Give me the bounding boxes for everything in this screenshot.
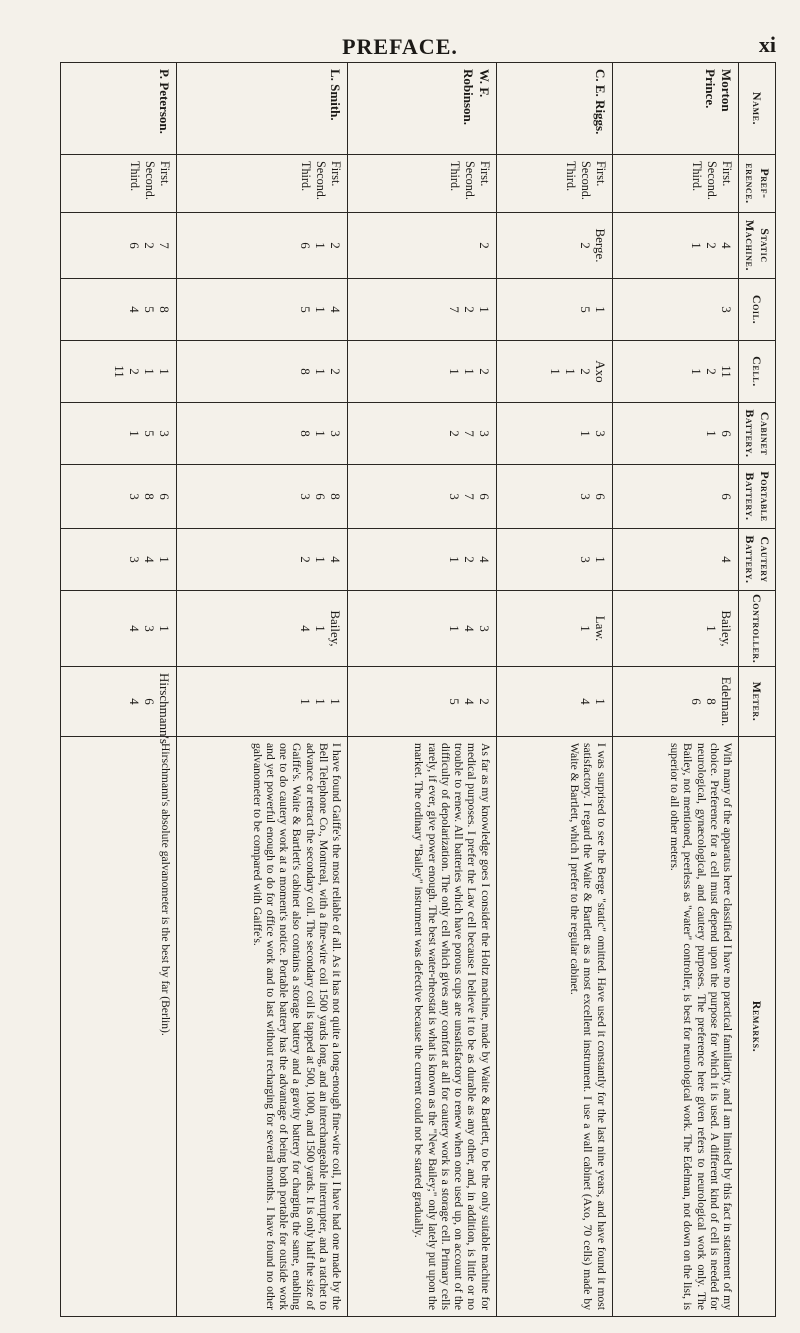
cautery-battery-cell [347, 529, 496, 591]
cabinet-battery-value: 3 [327, 430, 343, 437]
cabinet-battery-value: 1 [312, 430, 328, 437]
controller-value: Bailey, [327, 610, 343, 647]
controller-value: 1 [577, 625, 593, 632]
table-row [347, 63, 496, 1317]
column-header: Cautery Battery. [739, 529, 776, 591]
respondent-name: W. F. Robinson. [347, 63, 496, 155]
static-machine-value: 2 [142, 242, 158, 249]
cabinet-battery-cell [61, 403, 177, 465]
meter-value: 1 [592, 698, 608, 705]
portable-battery-value: 3 [446, 493, 462, 500]
static-machine-cell [612, 213, 738, 279]
coil-cell [177, 279, 348, 341]
portable-battery-value: 8 [327, 493, 343, 500]
cell-value: 1 [461, 368, 477, 375]
portable-battery-value: 7 [461, 493, 477, 500]
portable-battery-value: 6 [592, 493, 608, 500]
coil-value: 1 [476, 306, 492, 313]
cell-value: Axo [592, 360, 608, 383]
preference-value: First. [720, 161, 734, 187]
controller-cell [61, 591, 177, 667]
cautery-battery-cell [496, 529, 612, 591]
static-machine-value: 2 [327, 242, 343, 249]
meter-value: 2 [476, 698, 492, 705]
cell-value: 11 [719, 365, 734, 378]
preference-value: Third. [128, 161, 143, 192]
remarks-text: I was surprised to see the Berge "static" omitted. Have used it constantly for the last nine years, and have found it most satisfactory. I regard the Waite & Bartlett as a most excellent instrument. I use a wall cabinet (Axo, 70 cells) made by Waite & Bartlett, which I prefer to the regular cabinet. [496, 737, 612, 1317]
cabinet-battery-value: 1 [704, 430, 719, 437]
portable-battery-value: 3 [577, 493, 593, 500]
meter-value: 5 [446, 698, 462, 705]
portable-battery-value: 6 [312, 493, 328, 500]
preference-value: First. [328, 161, 343, 187]
cautery-battery-cell [177, 529, 348, 591]
cabinet-battery-value: 3 [592, 430, 608, 437]
preference-value: Third. [563, 161, 578, 192]
cautery-battery-value: 4 [327, 556, 343, 563]
cautery-battery-value: 4 [476, 556, 492, 563]
respondent-name: P. Peterson. [61, 63, 177, 155]
coil-value: 2 [461, 306, 477, 313]
column-header: Cabinet Battery. [739, 403, 776, 465]
meter-value: Hirschmann's [157, 673, 173, 744]
static-machine-value: Berge. [592, 228, 608, 263]
cabinet-battery-value: 8 [297, 430, 313, 437]
controller-cell [496, 591, 612, 667]
preference-cell [61, 155, 177, 213]
controller-cell [612, 591, 738, 667]
page-title: PREFACE. [342, 34, 458, 59]
coil-value: 7 [446, 306, 462, 313]
cautery-battery-value: 1 [312, 556, 328, 563]
coil-value: 5 [142, 306, 158, 313]
coil-value: 4 [127, 306, 143, 313]
portable-battery-value: 8 [142, 493, 158, 500]
meter-cell [612, 667, 738, 737]
apparatus-preference-table [60, 62, 776, 1317]
table-row [496, 63, 612, 1317]
column-header: Coil. [739, 279, 776, 341]
coil-value: 8 [157, 306, 173, 313]
column-header: Static Machine. [739, 213, 776, 279]
respondent-name: C. E. Riggs. [496, 63, 612, 155]
cell-cell [496, 341, 612, 403]
coil-cell [347, 279, 496, 341]
preference-value: Third. [447, 161, 462, 192]
controller-value: 1 [157, 625, 173, 632]
cell-value: 2 [704, 368, 719, 375]
preference-value: Third. [690, 161, 704, 192]
meter-value: 1 [327, 698, 343, 705]
preference-cell [347, 155, 496, 213]
preference-cell [496, 155, 612, 213]
static-machine-cell [61, 213, 177, 279]
coil-value: 5 [297, 306, 313, 313]
static-machine-value: 2 [577, 242, 593, 249]
cell-value: 1 [142, 368, 158, 375]
cell-value: 1 [689, 368, 704, 375]
portable-battery-value: 6 [719, 493, 734, 500]
coil-value: 5 [577, 306, 593, 313]
table-body [61, 63, 739, 1317]
portable-battery-cell [61, 465, 177, 529]
meter-value: 4 [461, 698, 477, 705]
cabinet-battery-value: 1 [577, 430, 593, 437]
cell-cell [612, 341, 738, 403]
coil-value: 4 [327, 306, 343, 313]
column-header: Portable Battery. [739, 465, 776, 529]
controller-value: Law. [592, 615, 608, 642]
cautery-battery-value: 1 [592, 556, 608, 563]
preference-value: Second. [578, 161, 593, 200]
cell-value: 11 [112, 365, 128, 378]
coil-value: 1 [312, 306, 328, 313]
portable-battery-cell [612, 465, 738, 529]
cabinet-battery-value: 1 [127, 430, 143, 437]
cautery-battery-cell [61, 529, 177, 591]
respondent-name: Morton Prince. [612, 63, 738, 155]
column-header: Meter. [739, 667, 776, 737]
meter-value: 1 [312, 698, 328, 705]
cabinet-battery-cell [612, 403, 738, 465]
meter-cell [496, 667, 612, 737]
controller-value: 3 [142, 625, 158, 632]
cautery-battery-value: 4 [719, 556, 734, 563]
respondent-name: L. Smith. [177, 63, 348, 155]
preference-cell [177, 155, 348, 213]
controller-cell [177, 591, 348, 667]
controller-value: 1 [704, 625, 719, 632]
meter-cell [347, 667, 496, 737]
portable-battery-cell [496, 465, 612, 529]
cell-cell [177, 341, 348, 403]
portable-battery-cell [347, 465, 496, 529]
preference-value: First. [158, 161, 173, 187]
static-machine-cell [177, 213, 348, 279]
controller-value: 1 [446, 625, 462, 632]
cell-value: 2 [577, 368, 593, 375]
cabinet-battery-cell [177, 403, 348, 465]
static-machine-value: 6 [127, 242, 143, 249]
cautery-battery-value: 3 [577, 556, 593, 563]
remarks-text: Hirschmann's absolute galvanometer is the best by far (Berlin). [61, 737, 177, 1317]
cautery-battery-value: 2 [297, 556, 313, 563]
page-number: xi [758, 32, 776, 57]
cautery-battery-value: 2 [461, 556, 477, 563]
preference-cell [612, 155, 738, 213]
cabinet-battery-value: 3 [157, 430, 173, 437]
remarks-text: I have found Gaiffe's the most reliable of all. As it has not quite a long-enough fine-wire coil, I have had one made by the Bell Telephone Co., Montreal, with a fine-wire coil 1500 yards long, and an interchangeable interrupter, and a ratchet to advance or retract the secondary coil. The secondary coil is tapped at 500, 1000, and 1500 yards. It is only half the size of Gaiffe's. Waite & Bartlett's cabinet also contains a storage battery and a gravity battery for charging the same, enabling one to do cautery work at a moment's notice. Portable battery has the advantage of being both portable for outside work and yet powerful enough to do for office work and to last without recharging for several months. I have found no other galvanometer to be compared with Gaiffe's. [177, 737, 348, 1317]
coil-value: 1 [592, 306, 608, 313]
static-machine-value: 1 [689, 242, 704, 249]
rotated-table-wrapper [60, 62, 776, 1317]
cabinet-battery-value: 3 [476, 430, 492, 437]
preference-value: Second. [462, 161, 477, 200]
controller-value: 4 [127, 625, 143, 632]
header-row [739, 63, 776, 1317]
meter-cell [61, 667, 177, 744]
cabinet-battery-cell [496, 403, 612, 465]
cabinet-battery-value: 6 [719, 430, 734, 437]
controller-value: 3 [476, 625, 492, 632]
cell-value: 1 [547, 368, 563, 375]
meter-value: 1 [297, 698, 313, 705]
cell-value: 2 [476, 368, 492, 375]
coil-cell [612, 279, 738, 341]
cell-value: 2 [327, 368, 343, 375]
coil-cell [61, 279, 177, 341]
portable-battery-value: 6 [476, 493, 492, 500]
static-machine-value: 1 [312, 242, 328, 249]
cell-cell [347, 341, 496, 403]
preference-value: Second. [313, 161, 328, 200]
preference-value: First. [477, 161, 492, 187]
cautery-battery-value: 3 [127, 556, 143, 563]
cabinet-battery-value: 2 [446, 430, 462, 437]
static-machine-value: 2 [476, 242, 492, 249]
table-row [61, 63, 177, 1317]
remarks-text: With many of the apparatus here classified I have no practical familiarity, and I am limited by this fact in statement of my choice. Preference for a cell must depend upon the purpose for which it is used. A different kind of cell is needed for neurological, gynæcological, and cautery purposes. The preference here given refers to neurological work only. The Bailey, not mentioned, peerless as "water" controller, is best for neurological work. The Edelman, not down on the list, is superior to all other meters. [612, 737, 738, 1317]
column-header: Pref- erence. [739, 155, 776, 213]
coil-value: 3 [719, 306, 734, 313]
cell-value: 1 [312, 368, 328, 375]
table-row [177, 63, 348, 1317]
static-machine-value: 6 [297, 242, 313, 249]
meter-value: 8 [704, 698, 719, 705]
portable-battery-value: 3 [297, 493, 313, 500]
cabinet-battery-cell [347, 403, 496, 465]
cautery-battery-value: 4 [142, 556, 158, 563]
portable-battery-value: 3 [127, 493, 143, 500]
meter-value: 6 [689, 698, 704, 705]
meter-value: 6 [142, 698, 158, 705]
preference-value: Second. [705, 161, 719, 200]
cabinet-battery-value: 7 [461, 430, 477, 437]
column-header: Cell. [739, 341, 776, 403]
cautery-battery-value: 1 [157, 556, 173, 563]
preference-value: Third. [298, 161, 313, 192]
column-header: Controller. [739, 591, 776, 667]
cautery-battery-value: 1 [446, 556, 462, 563]
cell-value: 2 [127, 368, 143, 375]
portable-battery-value: 6 [157, 493, 173, 500]
cell-value: 8 [297, 368, 313, 375]
preference-value: Second. [143, 161, 158, 200]
column-header: Name. [739, 63, 776, 155]
controller-cell [347, 591, 496, 667]
cell-cell [61, 341, 177, 403]
static-machine-value: 7 [157, 242, 173, 249]
static-machine-cell [496, 213, 612, 279]
static-machine-cell [347, 213, 496, 279]
cell-value: 1 [562, 368, 578, 375]
meter-value: 4 [127, 698, 143, 705]
controller-value: Bailey, [719, 610, 734, 647]
cautery-battery-cell [612, 529, 738, 591]
cell-value: 1 [157, 368, 173, 375]
cabinet-battery-value: 5 [142, 430, 158, 437]
meter-value: 4 [577, 698, 593, 705]
controller-value: 1 [312, 625, 328, 632]
controller-value: 4 [297, 625, 313, 632]
preference-value: First. [593, 161, 608, 187]
meter-cell [177, 667, 348, 737]
table-row [612, 63, 738, 1317]
static-machine-value: 2 [704, 242, 719, 249]
portable-battery-cell [177, 465, 348, 529]
controller-value: 4 [461, 625, 477, 632]
static-machine-value: 4 [719, 242, 734, 249]
cell-value: 1 [446, 368, 462, 375]
meter-value: Edelman. [719, 676, 734, 727]
coil-cell [496, 279, 612, 341]
column-header: Remarks. [739, 737, 776, 1317]
remarks-text: As far as my knowledge goes I consider the Holtz machine, made by Waite & Bartlett, to be the only suitable machine for medical purposes. I prefer the Law cell because I believe it to be as durable as any other, and, in addition, is little or no trouble to renew. All batteries which have porous cups are unsatisfactory to renew when once used up, on account of the difficulty of depolarization. The only cell which gives any comfort at all for cautery work is a storage cell. Primary cells rarely, if ever, give power enough. The best water-rheostat is what is known as the "New Bailey;" only lately put upon the market. The ordinary "Bailey" instrument was defective because the current could not be started gradually. [347, 737, 496, 1317]
